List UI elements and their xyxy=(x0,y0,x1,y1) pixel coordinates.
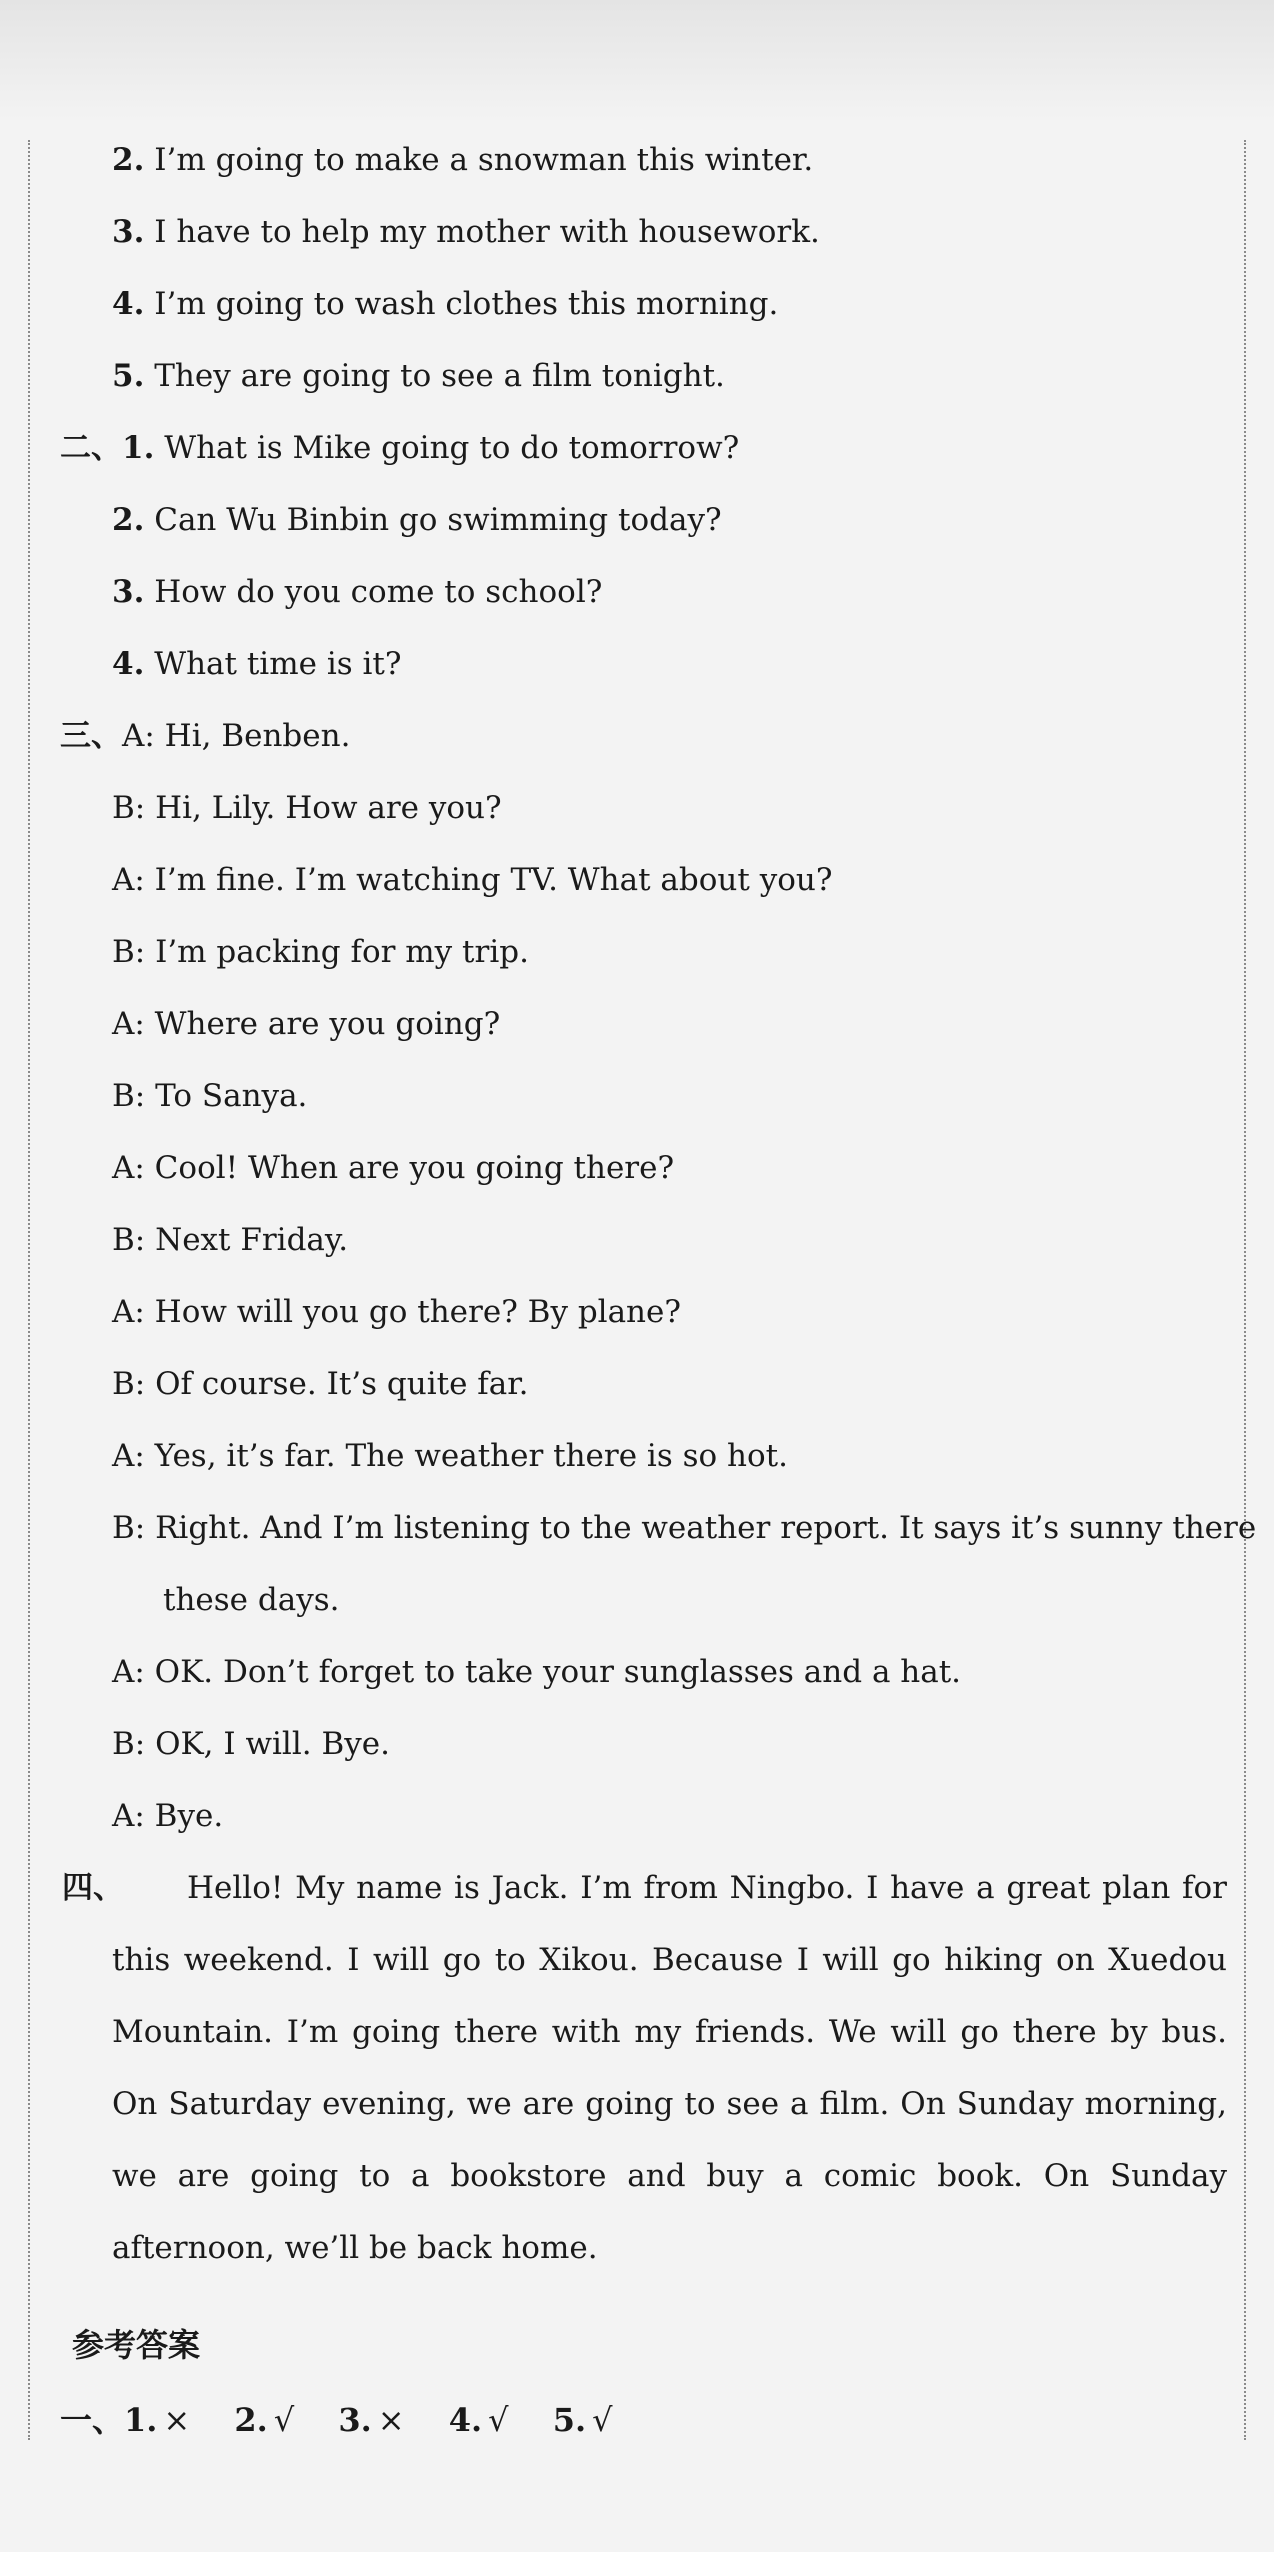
section2-question: 2. Can Wu Binbin go swimming today? xyxy=(112,502,722,538)
listen-line: 2. I’m going to make a snowman this winter. xyxy=(112,142,814,178)
dialogue-line: B: Hi, Lily. How are you? xyxy=(112,790,502,826)
listen-line: 4. I’m going to wash clothes this morning. xyxy=(112,286,779,322)
left-binding-rule xyxy=(28,140,30,2440)
section2-question: 二、1. What is Mike going to do tomorrow? xyxy=(60,430,740,466)
dialogue-line: B: OK, I will. Bye. xyxy=(112,1726,390,1762)
section4-prefix: 四、 xyxy=(62,1870,124,1906)
dialogue-line: A: Bye. xyxy=(112,1798,224,1834)
dialogue-line: A: I’m fine. I’m watching TV. What about you? xyxy=(112,862,833,898)
dialogue-line: B: Of course. It’s quite far. xyxy=(112,1366,529,1402)
dialogue-line: A: Where are you going? xyxy=(112,1006,501,1042)
section4-text: Hello! My name is Jack. I’m from Ningbo. I have a great plan for this weekend. I will go to Xikou. Because I will go hiking on Xuedou Mountain. I’m going there with my friends. We will go there by bus. On Saturday evening, we are going to see a film. On Sunday morning, we are going to a bookstore and buy a comic book. On Sunday afternoon, we’ll be back home. xyxy=(112,1870,1227,2266)
dialogue-line: B: Next Friday. xyxy=(112,1222,349,1258)
section2-question: 3. How do you come to school? xyxy=(112,574,603,610)
section2-question: 4. What time is it? xyxy=(112,646,402,682)
dialogue-line: B: I’m packing for my trip. xyxy=(112,934,529,970)
section4-paragraph xyxy=(62,1852,1227,2284)
answers-heading: 参考答案 xyxy=(72,2326,201,2364)
dialogue-line: A: OK. Don’t forget to take your sunglasses and a hat. xyxy=(112,1654,962,1690)
dialogue-line: B: To Sanya. xyxy=(112,1078,308,1114)
dialogue-line: A: Yes, it’s far. The weather there is so hot. xyxy=(112,1438,788,1474)
answers-row: 一、1. × 2. √ 3. × 4. √ 5. √ xyxy=(60,2401,613,2439)
dialogue-line-continued: these days. xyxy=(163,1582,340,1618)
page-top-shadow xyxy=(0,0,1274,120)
listen-line: 3. I have to help my mother with housework. xyxy=(112,214,820,250)
listen-line: 5. They are going to see a film tonight. xyxy=(112,358,725,394)
right-binding-rule xyxy=(1244,140,1246,2440)
dialogue-line: A: Cool! When are you going there? xyxy=(112,1150,675,1186)
dialogue-line: 三、A: Hi, Benben. xyxy=(60,718,351,754)
dialogue-line: B: Right. And I’m listening to the weather report. It says it’s sunny there xyxy=(112,1510,1257,1546)
dialogue-line: A: How will you go there? By plane? xyxy=(112,1294,681,1330)
